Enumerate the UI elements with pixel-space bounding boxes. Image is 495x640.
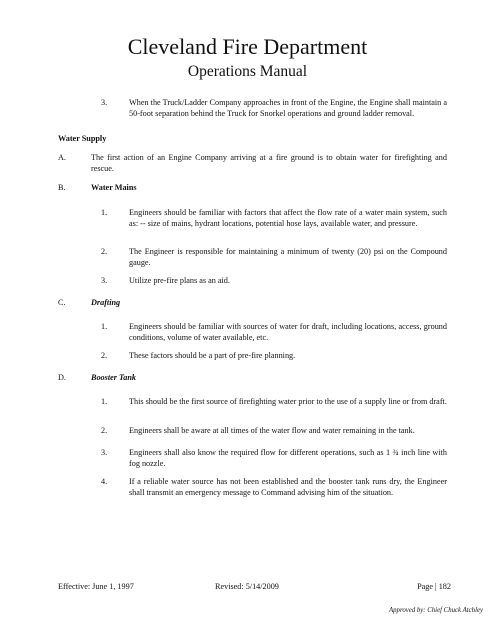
item-text: Engineers should be familiar with sources of water for draft, including locations, access, ground conditions, volume of water available, etc.: [129, 322, 447, 342]
item-text: This should be the first source of firefighting water prior to the use of a supply line or from draft.: [129, 397, 447, 406]
item-number: 2.: [101, 351, 108, 360]
section-letter: B.: [58, 183, 66, 192]
footer-revised-date: Revised: 5/14/2009: [215, 582, 279, 591]
item-text: Utilize pre-fire plans as an aid.: [129, 276, 230, 285]
section-letter: D.: [58, 373, 66, 382]
item-number: 3.: [101, 448, 108, 457]
subsection-heading: Drafting: [91, 298, 121, 307]
item-text: Engineers should be familiar with factors that affect the flow rate of a water main system, such as: -- size of mains, hydrant locations, potential hose lays, available water, and pressure.: [129, 208, 447, 228]
page-subtitle: Operations Manual: [187, 63, 308, 80]
section-heading: Water Supply: [58, 134, 107, 143]
item-text: Engineers shall also know the required flow for different operations, such as 1 ¾ inch line with fog nozzle.: [129, 448, 447, 468]
item-text: When the Truck/Ladder Company approaches in front of the Engine, the Engine shall maintain a 50-foot separation behind the Truck for Snorkel operations and ground ladder removal.: [129, 98, 447, 118]
footer-effective-date: Effective: June 1, 1997: [58, 582, 134, 591]
item-number: 2.: [101, 426, 108, 435]
item-number: 1.: [101, 208, 108, 217]
page-title: Cleveland Fire Department: [127, 34, 368, 59]
footer-approved-by: Approved by: Chief Chuck Atchley: [389, 607, 483, 614]
section-letter: A.: [58, 153, 66, 162]
subsection-heading: Booster Tank: [91, 373, 136, 382]
item-text: These factors should be a part of pre-fire planning.: [129, 351, 296, 360]
item-number: 1.: [101, 397, 108, 406]
item-text: The Engineer is responsible for maintaining a minimum of twenty (20) psi on the Compound gauge.: [129, 247, 447, 267]
section-letter: C.: [58, 298, 66, 307]
item-number: 1.: [101, 322, 108, 331]
footer-page-number: Page | 182: [417, 582, 451, 591]
item-number: 2.: [101, 247, 108, 256]
item-number: 3.: [101, 98, 108, 107]
item-text: If a reliable water source has not been established and the booster tank runs dry, the Engineer shall transmit an emergency message to Command advising him of the situation.: [129, 477, 447, 497]
item-text: Engineers shall be aware at all times of the water flow and water remaining in the tank.: [129, 426, 415, 435]
item-number: 3.: [101, 276, 108, 285]
subsection-heading: Water Mains: [91, 183, 137, 192]
item-number: 4.: [101, 477, 108, 486]
section-a-text: The first action of an Engine Company arriving at a fire ground is to obtain water for firefighting and rescue.: [91, 153, 447, 173]
